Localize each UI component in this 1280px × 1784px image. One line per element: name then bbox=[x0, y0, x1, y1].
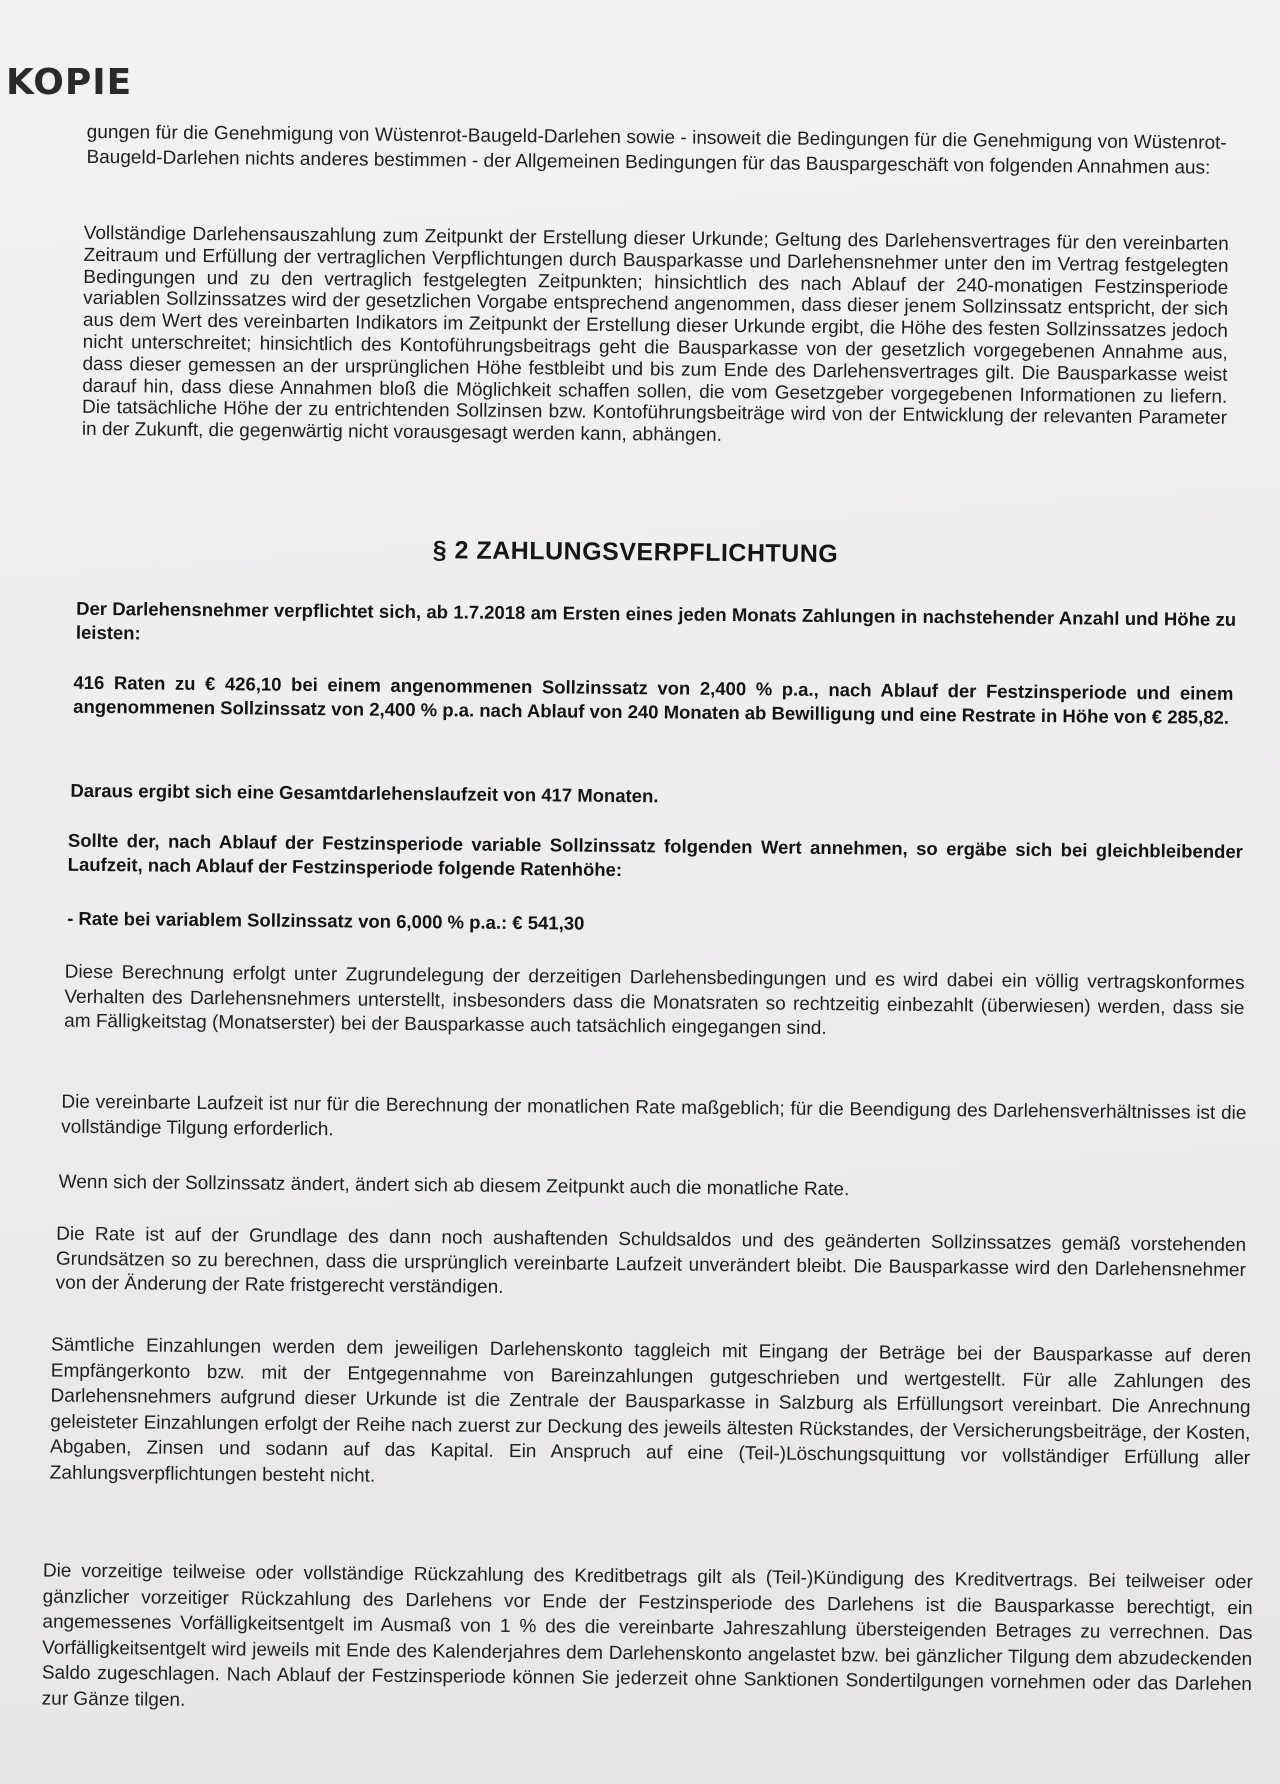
calculation-basis-paragraph: Diese Berechnung erfolgt unter Zugrundelegung der derzeitigen Darlehensbedingungen und es wird dabei ein völlig vertragskonformes Verhalten des Darlehensnehmers unterstellt, insbesonders dass die Monatsraten so rechtzeitig einbezahlt (überwiesen) werden, dass sie am Fälligkeitstag (Monatserster) bei der Bausparkasse auch tatsächlich eingegangen sind. bbox=[64, 961, 1245, 1039]
deposits-paragraph: Sämtliche Einzahlungen werden dem jeweiligen Darlehenskonto taggleich mit Eingang der Beträge bei der Bausparkasse auf deren Empfängerkonto bzw. mit der Entgegennahme von Bareinzahlungen gutgeschrieben und wertgestellt. Für alle Zahlungen des Darlehensnehmers aufgrund dieser Urkunde ist die Zentrale der Bausparkasse in Salzburg als Erfüllungsort vereinbart. Die Anrechnung geleisteter Einzahlungen erfolgt der Reihe nach zuerst zur Deckung des jeweils ältesten Rückstandes, der Versicherungsbeiträge, der Kosten, Abgaben, Zinsen und sodann auf das Kapital. Ein Anspruch auf eine (Teil-)Löschungsquittung vor vollständiger Erfüllung aller Zahlungsverpflichtungen besteht nicht. bbox=[49, 1334, 1252, 1487]
copy-stamp: KOPIE bbox=[6, 62, 133, 103]
total-term-paragraph: Daraus ergibt sich eine Gesamtdarlehenslaufzeit von 417 Monaten. bbox=[70, 779, 659, 807]
rate-change-paragraph: Wenn sich der Sollzinssatz ändert, ändert sich ab diesem Zeitpunkt auch die monatliche Rate. bbox=[58, 1171, 850, 1201]
variable-rate-example: - Rate bei variablem Sollzinssatz von 6,000 % p.a.: € 541,30 bbox=[67, 907, 585, 934]
installments-paragraph: 416 Raten zu € 426,10 bei einem angenommenen Sollzinssatz von 2,400 % p.a., nach Ablauf der Festzinsperiode und einem angenommenen Sollzinssatz von 2,400 % p.a. nach Ablauf von 240 Monaten ab Bewilligung und eine Restrate in Höhe von € 285,82. bbox=[73, 671, 1234, 728]
section-heading: § 2 ZAHLUNGSVERPFLICHTUNG bbox=[432, 536, 839, 569]
rate-recalculation-paragraph: Die Rate ist auf der Grundlage des dann noch aushaftenden Schuldsaldos und des geänderten Sollzinssatzes gemäß vorstehenden Grundsätzen so zu berechnen, dass die ursprünglich vereinbarte Laufzeit unverändert bleibt. Die Bausparkasse wird den Darlehensnehmer von der Änderung der Rate fristgerecht verständigen. bbox=[55, 1223, 1247, 1298]
early-repayment-paragraph: Die vorzeitige teilweise oder vollständige Rückzahlung des Kreditbetrags gilt als (Teil-)Kündigung des Kreditvertrags. Bei teilweiser oder gänzlicher vorzeitiger Rückzahlung des Darlehens vor Ende der Festzinsperiode des Darlehens ist die Bausparkasse berechtigt, ein angemessenes Vorfälligkeitsentgelt im Ausmaß von 1 % des die vereinbarte Jahreszahlung übersteigenden Betrages zu verrechnen. Das Vorfälligkeitsentgelt wird jeweils mit Ende des Kalenderjahres dem Darlehenskonto angelastet bzw. bei gänzlicher Tilgung dem abzudeckenden Saldo zugeschlagen. Nach Ablauf der Festzinsperiode können Sie jederzeit ohne Sanktionen Sondertilgungen vornehmen oder das Darlehen zur Gänze tilgen. bbox=[41, 1560, 1253, 1711]
term-paragraph: Die vereinbarte Laufzeit ist nur für die Berechnung der monatlichen Rate maßgeblich; für die Beendigung des Darlehensverhältnisses ist die vollständige Tilgung erforderlich. bbox=[61, 1091, 1247, 1140]
variable-rate-paragraph: Sollte der, nach Ablauf der Festzinsperiode variable Sollzinssatz folgenden Wert annehmen, so ergäbe sich bei gleichbleibender Laufzeit, nach Ablauf der Festzinsperiode folgende Ratenhöhe: bbox=[67, 829, 1243, 881]
assumptions-paragraph: Vollständige Darlehensauszahlung zum Zeitpunkt der Erstellung dieser Urkunde; Geltung des Darlehensvertrages für den vereinbarten Zeitraum und Erfüllung der vertraglichen Verpflichtungen durch Bausparkasse und Darlehensnehmer unter den im Vertrag festgelegten Bedingungen und zu den vertraglich festgelegten Zeitpunkten; hinsichtlich des nach Ablauf der 240-monatigen Festzinsperiode variablen Sollzinssatzes wird der gesetzlichen Vorgabe entsprechend angenommen, dass dieser jenem Sollzinssatz entspricht, der sich aus dem Wert des vereinbarten Indikators im Zeitpunkt der Erstellung dieser Urkunde ergibt, die Höhe des festen Sollzinssatzes jedoch nicht unterschreitet; hinsichtlich des Kontoführungsbeitrags geht die Bausparkasse von der gesetzlich vorgegebenen Annahme aus, dass dieser gemessen an der ursprünglichen Höhe festbleibt und bis zum Ende des Darlehensvertrages gilt. Die Bausparkasse weist darauf hin, dass diese Annahmen bloß die Möglichkeit schaffen sollen, die vom Gesetzgeber vorgegebenen Informationen zu liefern. Die tatsächliche Höhe der zu entrichtenden Sollzinsen bzw. Kontoführungsbeiträge wird von der Entwicklung der relevanten Parameter in der Zukunft, die gegenwärtig nicht vorausgesagt werden kann, abhängen. bbox=[81, 222, 1229, 447]
payment-obligation-paragraph: Der Darlehensnehmer verpflichtet sich, ab 1.7.2018 am Ersten eines jeden Monats Zahlungen in nachstehender Anzahl und Höhe zu leisten: bbox=[75, 597, 1237, 644]
intro-paragraph: gungen für die Genehmigung von Wüstenrot-Baugeld-Darlehen sowie - insoweit die Bedingungen für die Genehmigung von Wüstenrot-Baugeld-Darlehen nichts anderes bestimmen - der Allgemeinen Bedingungen für das Bauspargeschäft von folgenden Annahmen aus: bbox=[86, 121, 1227, 179]
